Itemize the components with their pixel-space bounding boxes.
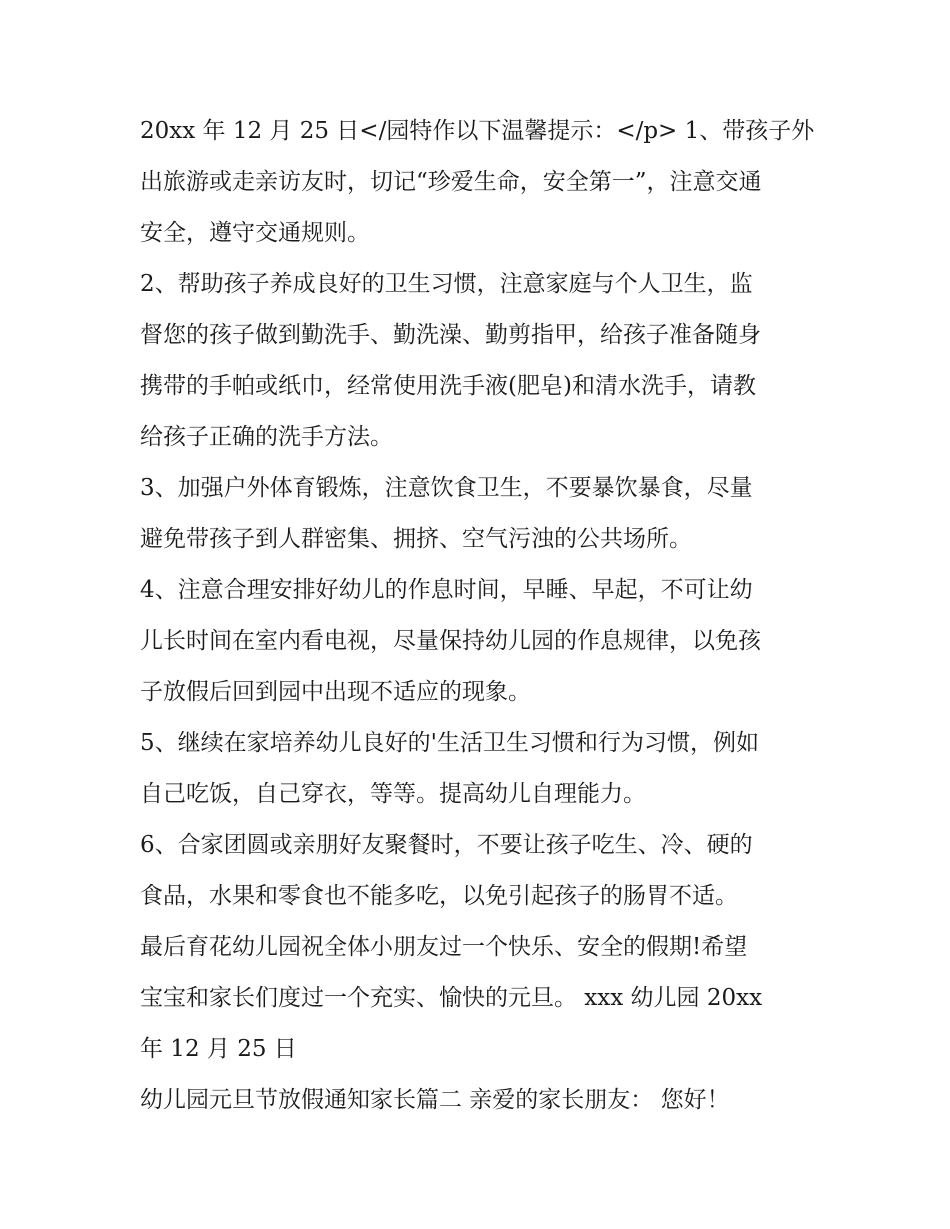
- text-line: 子放假后回到园中出现不适应的现象。: [140, 679, 531, 705]
- text-line: 出旅游或走亲访友时，切记“珍爱生命，安全第一”，注意交通: [140, 169, 762, 195]
- text-line: 自己吃饭，自己穿衣，等等。提高幼儿自理能力。: [140, 781, 646, 807]
- text-line: 3、加强户外体育锻炼，注意饮食卫生，不要暴饮暴食，尽量: [140, 475, 753, 501]
- text-line: 年 12 月 25 日: [140, 1036, 297, 1062]
- text-line: 20xx 年 12 月 25 日</园特作以下温馨提示：</p> 1、带孩子外: [140, 118, 815, 144]
- text-line: 儿长时间在室内看电视，尽量保持幼儿园的作息规律，以免孩: [140, 628, 761, 654]
- text-line: 2、帮助孩子养成良好的卫生习惯，注意家庭与个人卫生，监: [140, 271, 753, 297]
- text-line: 5、继续在家培养幼儿良好的'生活卫生习惯和行为习惯，例如: [140, 730, 759, 756]
- text-line: 携带的手帕或纸巾，经常使用洗手液(肥皂)和清水洗手，请教: [140, 373, 756, 399]
- text-line: 幼儿园元旦节放假通知家长篇二 亲爱的家长朋友： 您好！: [140, 1087, 730, 1113]
- text-line: 食品，水果和零食也不能多吃，以免引起孩子的肠胃不适。: [140, 883, 738, 909]
- text-line: 宝宝和家长们度过一个充实、愉快的元旦。 xxx 幼儿园 20xx: [140, 985, 763, 1011]
- text-line: 6、合家团圆或亲朋好友聚餐时，不要让孩子吃生、冷、硬的: [140, 832, 753, 858]
- text-line: 督您的孩子做到勤洗手、勤洗澡、勤剪指甲，给孩子准备随身: [140, 322, 761, 348]
- text-line: 给孩子正确的洗手方法。: [140, 424, 393, 450]
- text-line: 安全，遵守交通规则。: [140, 220, 370, 246]
- document-body: [140, 106, 820, 1126]
- text-line: 4、注意合理安排好幼儿的作息时间，早睡、早起，不可让幼: [140, 577, 753, 603]
- text-line: 最后育花幼儿园祝全体小朋友过一个快乐、安全的假期!希望: [140, 934, 748, 960]
- text-line: 避免带孩子到人群密集、拥挤、空气污浊的公共场所。: [140, 526, 692, 552]
